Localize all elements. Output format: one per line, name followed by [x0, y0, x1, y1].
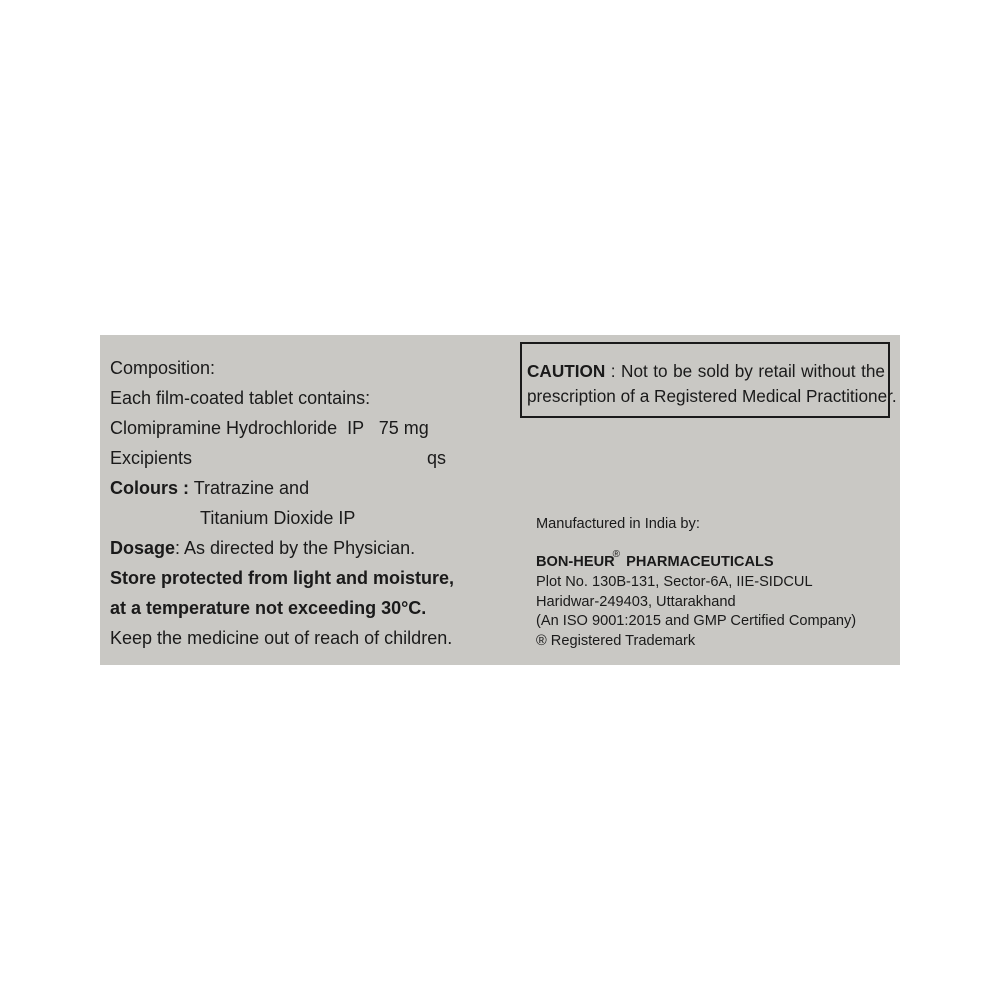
- caution-box: [520, 342, 897, 418]
- storage-line1: Store protected from light and moisture,: [110, 568, 455, 588]
- colours-row: [110, 473, 454, 503]
- excipients-qty: qs: [427, 448, 447, 468]
- colours-line2: Titanium Dioxide IP: [200, 508, 356, 528]
- excipients-label: Excipients: [110, 448, 193, 468]
- dosage-row: [110, 533, 454, 563]
- caution-word: the: [861, 361, 885, 381]
- caution-word: Not: [621, 361, 648, 381]
- certification: (An ISO 9001:2015 and GMP Certified Company): [536, 613, 857, 629]
- composition-heading: Composition:: [110, 358, 216, 378]
- colours-label: Colours :: [110, 478, 189, 498]
- label-panel: [100, 335, 900, 665]
- manufacturer-intro: Manufactured in India by:: [536, 516, 700, 532]
- caution-word: :: [610, 361, 616, 381]
- children-warning: Keep the medicine out of reach of children.: [110, 628, 453, 648]
- manufacturer-section: [536, 515, 856, 651]
- caution-word: by: [734, 361, 753, 381]
- caution-label: CAUTION: [527, 361, 606, 381]
- composition-section: [110, 353, 454, 653]
- excipients-row: [110, 443, 454, 473]
- storage-line2: at a temperature not exceeding 30°C.: [110, 598, 427, 618]
- per-tablet-text: Each film-coated tablet contains:: [110, 388, 371, 408]
- address-line1: Plot No. 130B-131, Sector-6A, IIE-SIDCUL: [536, 574, 813, 590]
- trademark-note: ® Registered Trademark: [536, 632, 696, 649]
- manufacturer-name-part1: BON-HEUR: [536, 553, 615, 570]
- caution-line1: [527, 359, 885, 384]
- dosage-label: Dosage: [110, 538, 176, 558]
- dosage-text: : As directed by the Physician.: [175, 538, 416, 558]
- caution-word: to: [653, 361, 668, 381]
- colours-line1: Tratrazine and: [193, 478, 310, 498]
- caution-line2: prescription of a Registered Medical Practitioner.: [527, 386, 897, 406]
- caution-word: retail: [758, 361, 796, 381]
- spacer: [536, 535, 856, 553]
- manufacturer-name-part2: PHARMACEUTICALS: [626, 553, 774, 570]
- caution-word: sold: [697, 361, 730, 381]
- address-line2: Haridwar-249403, Uttarakhand: [536, 593, 736, 610]
- active-ingredient: Clomipramine Hydrochloride IP 75 mg: [110, 418, 429, 438]
- caution-word: without: [801, 361, 856, 381]
- manufacturer-name: [536, 548, 856, 574]
- caution-word: be: [673, 361, 693, 381]
- registered-mark-icon: ®: [612, 548, 621, 560]
